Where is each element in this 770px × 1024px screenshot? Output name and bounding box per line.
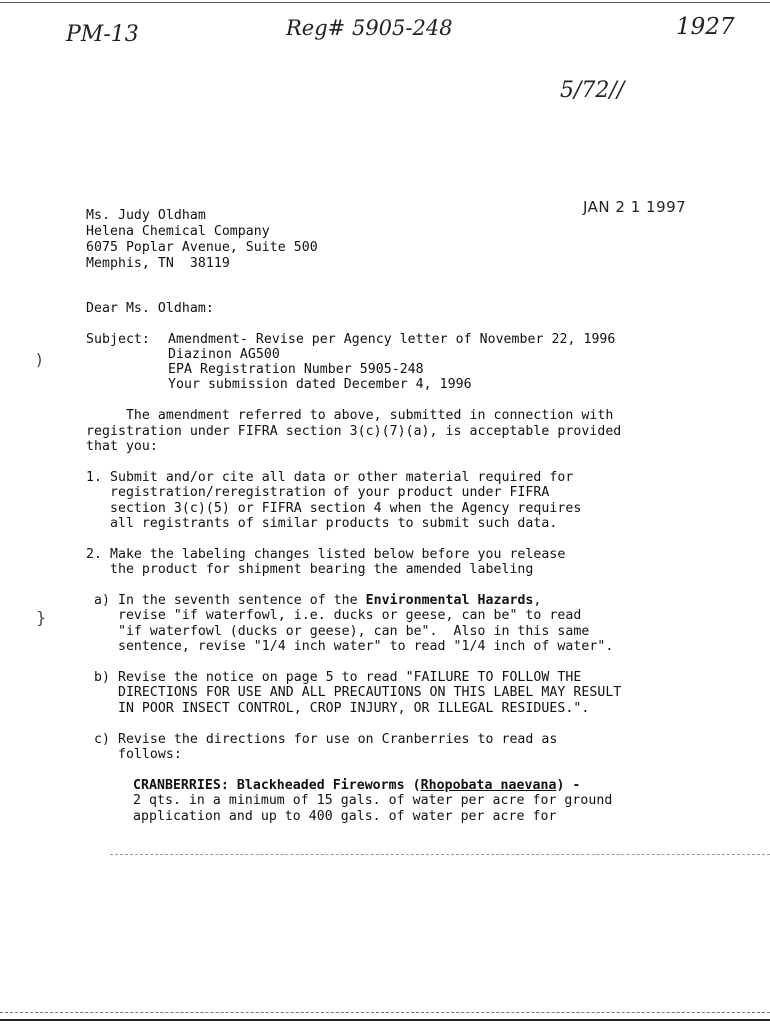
cranberries-dash: ) - [556,778,581,793]
sub-b-line-1: b) Revise the notice on page 5 to read "FAILURE TO FOLLOW THE [86,670,582,685]
item-1-line-3: section 3(c)(5) or FIFRA section 4 when the Agency requires [86,501,582,516]
sub-a-line-2: revise "if waterfowl, i.e. ducks or geese, can be" to read [86,608,582,623]
dashed-footer-line [0,1012,770,1013]
margin-bracket-mark: ) [36,350,43,369]
sub-a-line-4: sentence, revise "1/4 inch water" to read "1/4 inch of water". [86,639,614,654]
cranberries-heading [133,778,580,794]
sub-c-line-2: follows: [86,747,182,762]
sub-a-line-3: "if waterfowl (ducks or geese), can be". Also in this same [86,624,590,639]
intro-line-2: registration under FIFRA section 3(c)(7)(a), is acceptable provided [86,424,622,439]
subject-line-submission: Your submission dated December 4, 1996 [168,377,472,392]
handwritten-registration: Reg# 5905-248 [286,16,453,40]
sub-a-text: a) In the seventh sentence of the [86,593,366,608]
handwritten-page-code: 1927 [676,14,735,40]
sub-b-line-2: DIRECTIONS FOR USE AND ALL PRECAUTIONS ON THIS LABEL MAY RESULT [86,685,622,700]
sub-a-comma: , [533,593,542,608]
salutation: Dear Ms. Oldham: [86,301,214,316]
subject-label: Subject: [86,332,150,347]
address-city: Memphis, TN 38119 [86,256,230,271]
handwritten-pm-number: PM-13 [66,22,139,47]
address-street: 6075 Poplar Avenue, Suite 500 [86,240,318,255]
subject-line-product: Diazinon AG500 [168,347,280,362]
subject-line-amendment: Amendment- Revise per Agency letter of November 22, 1996 [168,332,616,347]
bottom-edge-line [0,1019,770,1021]
dashed-separator [110,854,770,855]
sub-c-line-1: c) Revise the directions for use on Cranberries to read as [86,732,558,747]
environmental-hazards-heading: Environmental Hazards [365,593,534,608]
margin-bracket-mark: } [36,608,47,627]
handwritten-date-code: 5/72// [560,78,625,103]
address-company: Helena Chemical Company [86,224,270,239]
sub-a-line-1 [86,593,541,609]
item-1-line-2: registration/reregistration of your product under FIFRA [86,485,550,500]
cranberries-label: CRANBERRIES: Blackheaded Fireworms ( [133,778,421,793]
sub-b-line-3: IN POOR INSECT CONTROL, CROP INJURY, OR ILLEGAL RESIDUES.". [86,701,590,716]
item-2-line-2: the product for shipment bearing the amended labeling [86,562,534,577]
intro-line-1: The amendment referred to above, submitted in connection with [86,408,614,423]
item-1-line-4: all registrants of similar products to submit such data. [86,516,558,531]
cranberries-line-3: application and up to 400 gals. of water per acre for [133,809,557,824]
subject-line-epa-number: EPA Registration Number 5905-248 [168,362,424,377]
cranberries-line-2: 2 qts. in a minimum of 15 gals. of water per acre for ground [133,793,613,808]
intro-line-3: that you: [86,439,158,454]
date-stamp: JAN 2 1 1997 [583,198,687,216]
address-name: Ms. Judy Oldham [86,208,206,223]
species-name: Rhopobata naevana [420,778,557,793]
top-edge-line [0,2,770,3]
item-1-line-1: 1. Submit and/or cite all data or other material required for [86,470,574,485]
item-2-line-1: 2. Make the labeling changes listed below before you release [86,547,566,562]
